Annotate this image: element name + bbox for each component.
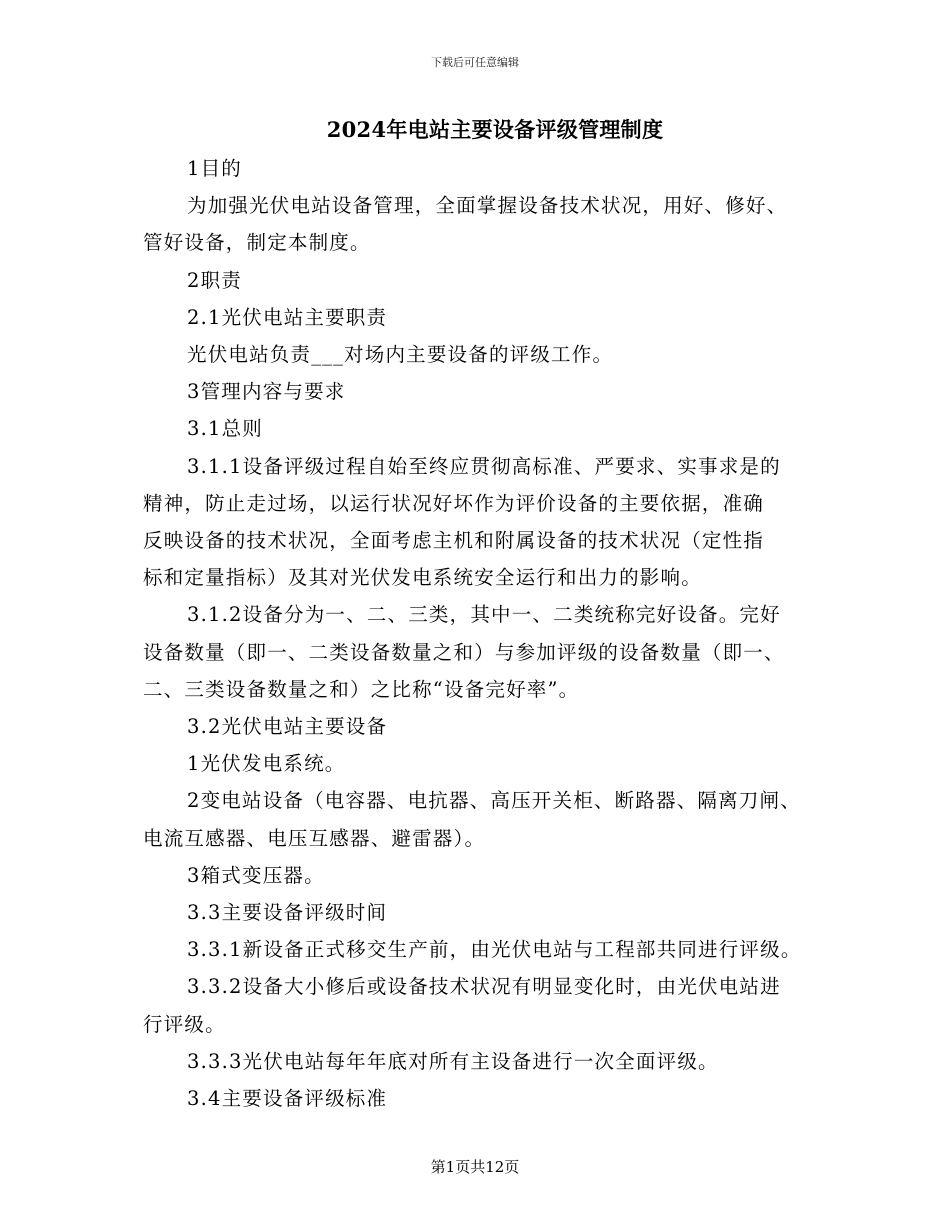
paragraph-line: 3.4主要设备评级标准 xyxy=(187,1087,388,1111)
document-title: 2024年电站主要设备评级管理制度 xyxy=(326,117,664,142)
document-body xyxy=(143,150,813,1117)
page-number-footer: 第1页共12页 xyxy=(430,1158,520,1176)
paragraph-line: 2变电站设备（电容器、电抗器、高压开关柜、断路器、隔离刀闸、 xyxy=(187,789,801,813)
paragraph-line: 行评级。 xyxy=(143,1012,226,1036)
paragraph-line: 3.3.1新设备正式移交生产前，由光伏电站与工程部共同进行评级。 xyxy=(187,938,802,962)
paragraph-line: 3.1总则 xyxy=(187,417,264,441)
paragraph-line: 3管理内容与要求 xyxy=(187,380,346,404)
paragraph-line: 电流互感器、电压互感器、避雷器）。 xyxy=(143,826,486,850)
paragraph-line: 2.1光伏电站主要职责 xyxy=(187,305,388,329)
paragraph-line: 反映设备的技术状况，全面考虑主机和附属设备的技术状况（定性指 xyxy=(143,529,765,553)
paragraph-line: 1目的 xyxy=(187,157,243,180)
paragraph-line: 二、三类设备数量之和）之比称“设备完好率”。 xyxy=(143,677,580,701)
paragraph-line: 3.1.1设备评级过程自始至终应贯彻高标准、严要求、实事求是的 xyxy=(187,454,781,478)
paragraph-line: 光伏电站负责___对场内主要设备的评级工作。 xyxy=(187,343,614,367)
paragraph-line: 3箱式变压器。 xyxy=(187,863,325,887)
paragraph-line: 3.1.2设备分为一、二、三类，其中一、二类统称完好设备。完好 xyxy=(187,603,781,627)
header-note: 下载后可任意编辑 xyxy=(431,56,519,69)
paragraph-line: 标和定量指标）及其对光伏发电系统安全运行和出力的影响。 xyxy=(143,566,702,590)
paragraph-line: 2职责 xyxy=(187,268,243,292)
paragraph-line: 3.2光伏电站主要设备 xyxy=(187,715,388,739)
paragraph-line: 3.3.3光伏电站每年年底对所有主设备进行一次全面评级。 xyxy=(187,1049,719,1073)
paragraph-line: 管好设备，制定本制度。 xyxy=(143,231,371,255)
paragraph-line: 精神，防止走过场，以运行状况好坏作为评价设备的主要依据，准确 xyxy=(143,491,765,515)
paragraph-line: 3.3.2设备大小修后或设备技术状况有明显变化时，由光伏电站进 xyxy=(187,975,781,999)
paragraph-line: 1光伏发电系统。 xyxy=(187,752,346,776)
paragraph-line: 3.3主要设备评级时间 xyxy=(187,901,388,925)
paragraph-line: 为加强光伏电站设备管理，全面掌握设备技术状况，用好、修好、 xyxy=(187,194,788,218)
paragraph-line: 设备数量（即一、二类设备数量之和）与参加评级的设备数量（即一、 xyxy=(143,640,785,664)
